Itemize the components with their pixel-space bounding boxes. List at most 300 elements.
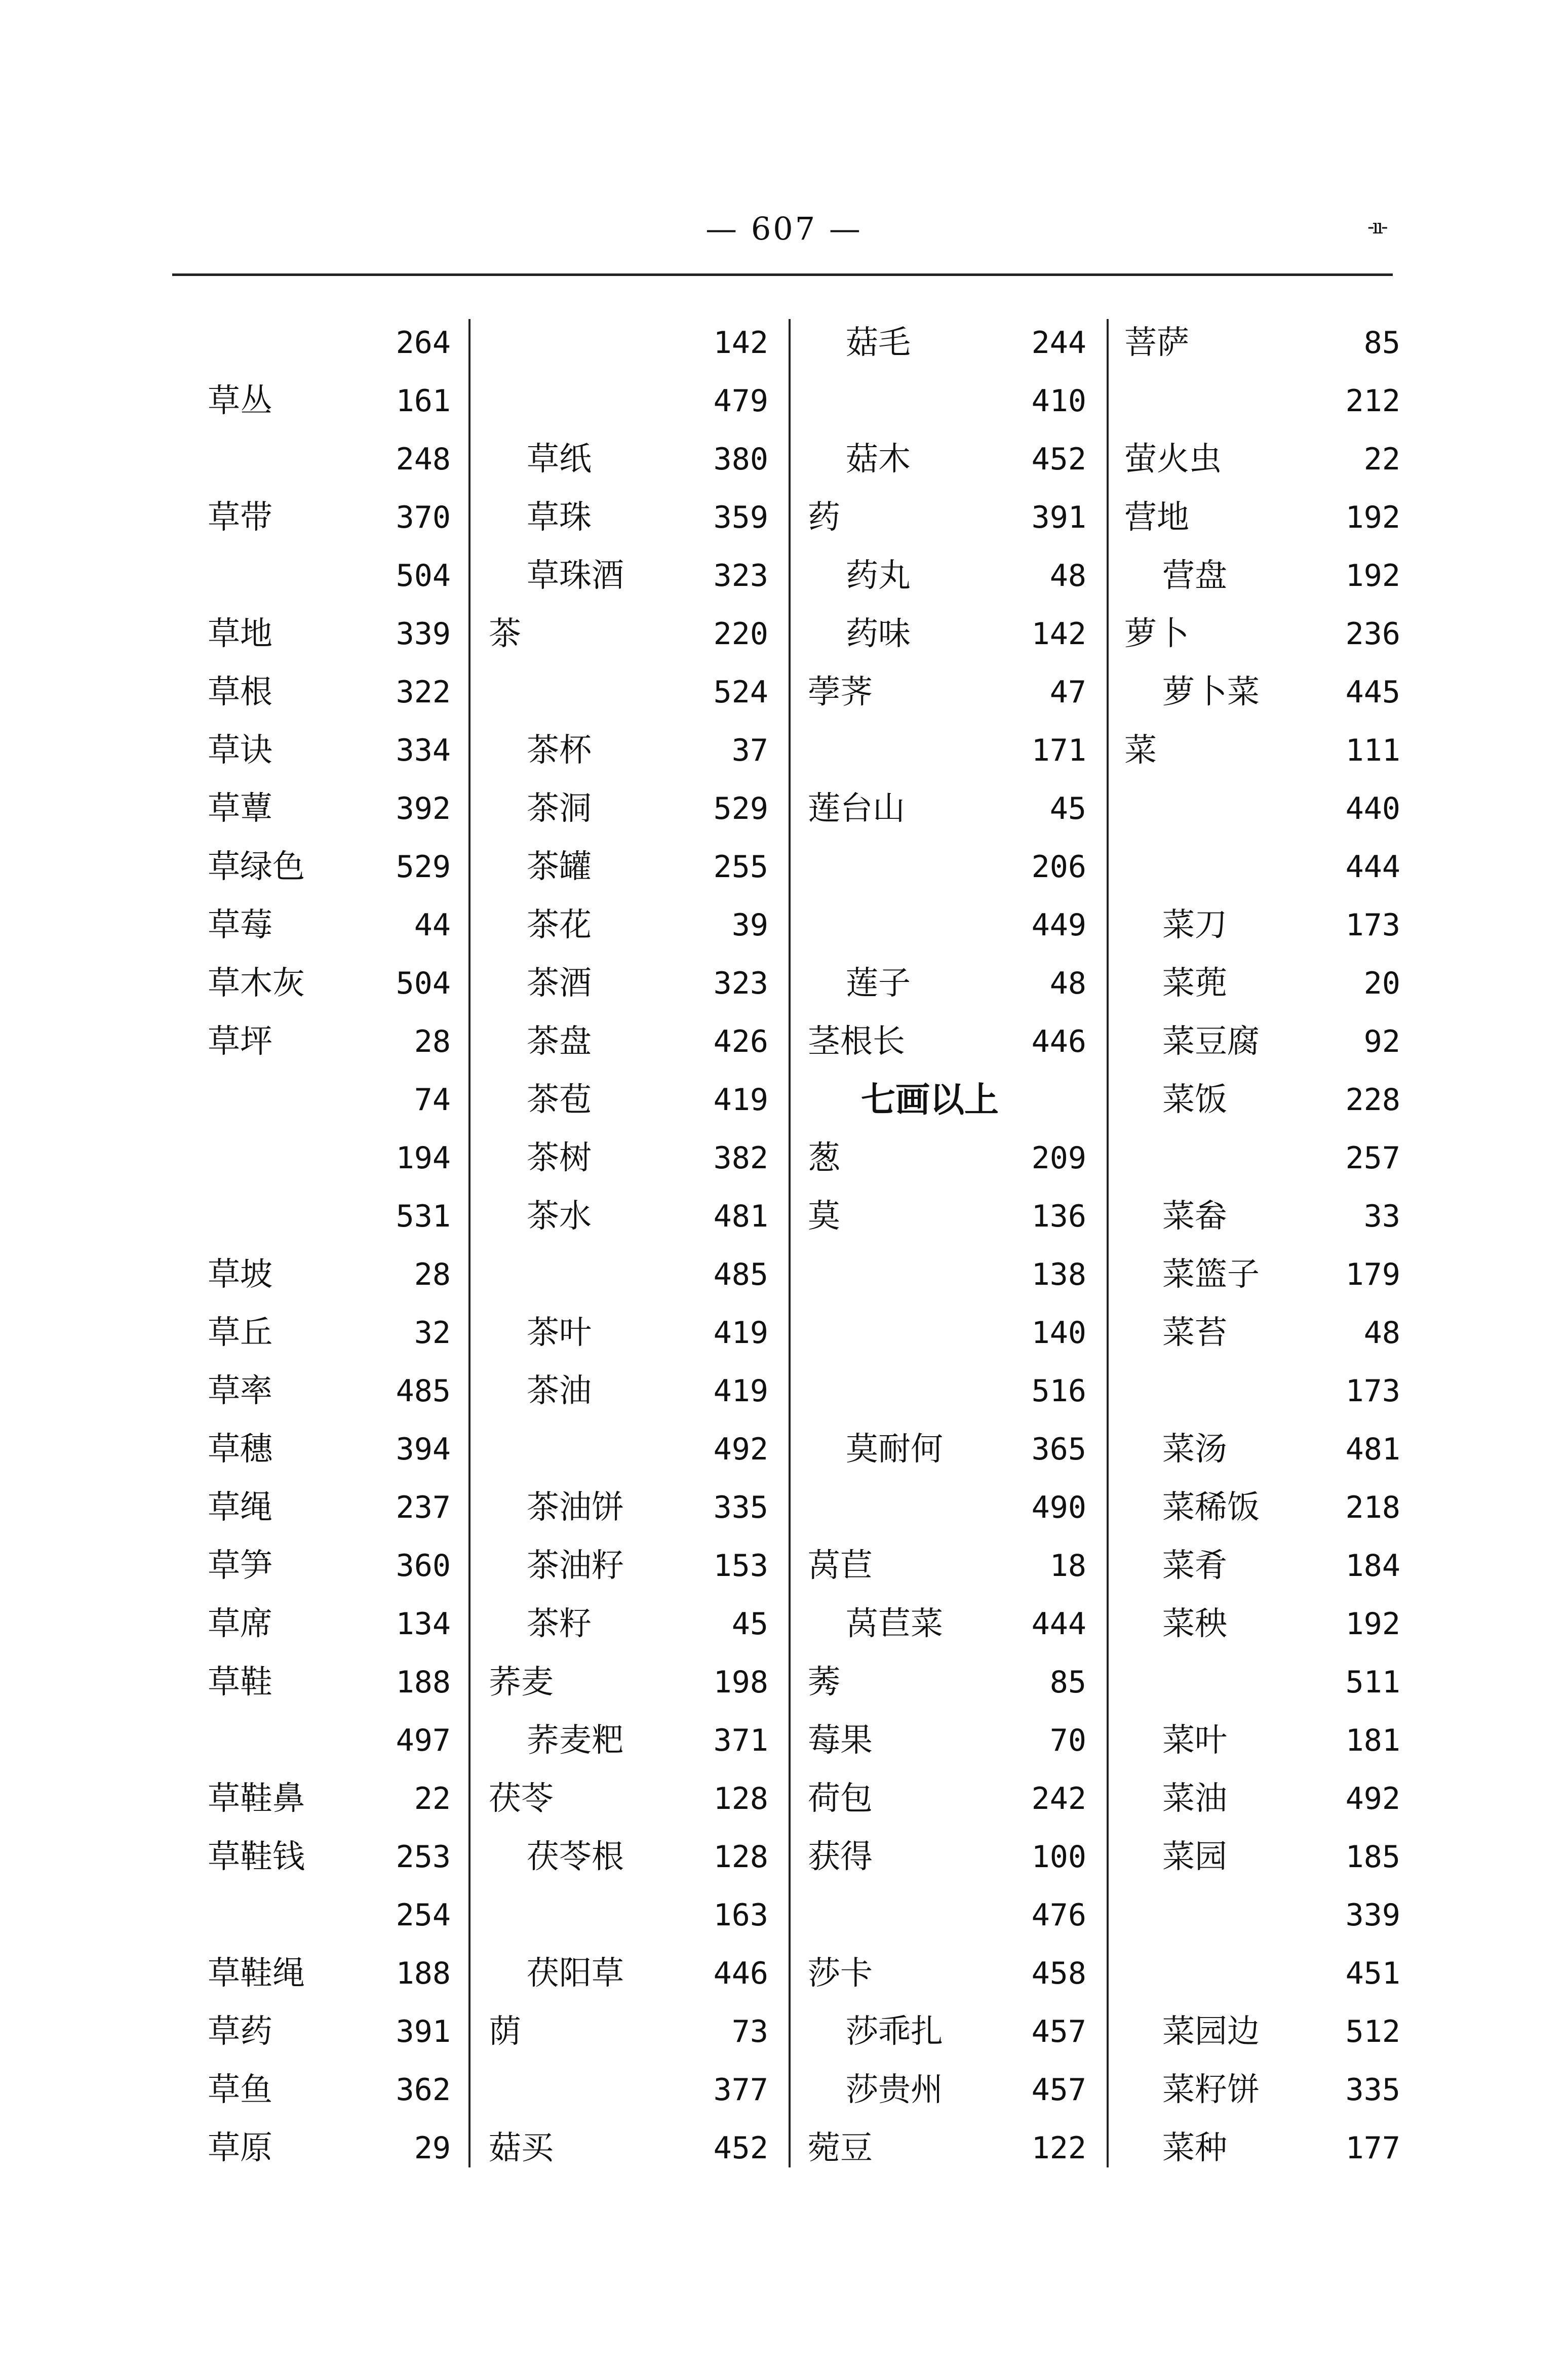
index-term: 草丘 (208, 1314, 272, 1352)
index-entry (1124, 1129, 1400, 1188)
index-column-4 (1124, 314, 1400, 2183)
index-entry (1124, 838, 1400, 896)
page-reference: 479 (713, 383, 768, 419)
page-reference: 73 (731, 2014, 768, 2049)
index-term: 营盘 (1162, 557, 1227, 595)
page-reference: 529 (713, 791, 768, 826)
index-term: 菀豆 (808, 2129, 873, 2167)
page-reference: 452 (1031, 442, 1086, 477)
page-reference: 531 (396, 1199, 451, 1234)
page-reference: 37 (731, 733, 768, 768)
index-term: 草药 (208, 2013, 272, 2050)
index-term: 莴苣菜 (846, 1605, 943, 1643)
index-term: 菜籽饼 (1162, 2071, 1260, 2109)
index-entry (208, 1653, 451, 1712)
index-term: 草坡 (208, 1256, 272, 1293)
index-entry (208, 547, 451, 605)
index-term: 草鞋绳 (208, 1955, 305, 1992)
index-entry (208, 1246, 451, 1304)
index-term: 荫 (489, 2013, 521, 2050)
index-entry (489, 2003, 768, 2061)
page-reference: 377 (713, 2072, 768, 2108)
index-entry (1124, 1770, 1400, 1828)
page-reference: 212 (1345, 383, 1400, 419)
index-entry (489, 372, 768, 430)
index-term: 荞麦 (489, 1664, 554, 1701)
index-term: 草诀 (208, 732, 272, 769)
index-term: 莫耐何 (846, 1431, 943, 1468)
index-entry (808, 2119, 1086, 2178)
index-term: 茶花 (527, 906, 592, 944)
page-reference: 22 (1363, 442, 1400, 477)
page-reference: 142 (1031, 616, 1086, 652)
index-term: 茶盘 (527, 1023, 592, 1060)
index-entry (489, 1188, 768, 1246)
index-term: 药丸 (846, 557, 911, 595)
index-term: 草地 (208, 615, 272, 653)
page-reference: 198 (713, 1665, 768, 1700)
page-reference: 516 (1031, 1373, 1086, 1409)
index-term: 茶苞 (527, 1081, 592, 1119)
page-reference: 194 (396, 1140, 451, 1176)
page-reference: 171 (1031, 733, 1086, 768)
index-entry (1124, 2119, 1400, 2178)
page-reference: 410 (1031, 383, 1086, 419)
index-term: 草珠 (527, 499, 592, 536)
index-entry (489, 1595, 768, 1653)
index-column-1 (208, 314, 451, 2183)
index-entry (808, 2003, 1086, 2061)
index-entry (1124, 1945, 1400, 2003)
page-reference: 446 (713, 1956, 768, 1991)
index-term: 菜畚 (1162, 1198, 1227, 1235)
index-entry (1124, 2061, 1400, 2119)
page-reference: 136 (1031, 1199, 1086, 1234)
index-term: 菜苔 (1162, 1314, 1227, 1352)
index-entry (1124, 1188, 1400, 1246)
index-term: 草率 (208, 1372, 272, 1410)
page-reference: 458 (1031, 1956, 1086, 1991)
index-term: 荸荠 (808, 674, 873, 711)
page-reference: 138 (1031, 1257, 1086, 1292)
page-reference: 322 (396, 675, 451, 710)
page-reference: 244 (1031, 325, 1086, 361)
index-term: 草绳 (208, 1489, 272, 1526)
index-entry (1124, 1362, 1400, 1420)
page-reference: 485 (396, 1373, 451, 1409)
page-reference: 529 (396, 849, 451, 885)
page-number: — 607 — (705, 210, 863, 247)
index-entry (1124, 372, 1400, 430)
page-reference: 419 (713, 1315, 768, 1351)
page-reference: 236 (1345, 616, 1400, 652)
index-entry (1124, 605, 1400, 663)
index-entry (489, 722, 768, 780)
index-term: 草绿色 (208, 848, 305, 886)
index-term: 菜蔸 (1162, 965, 1227, 1002)
index-entry (808, 314, 1086, 372)
page-reference: 153 (713, 1548, 768, 1584)
index-entry (808, 1945, 1086, 2003)
index-entry (1124, 2003, 1400, 2061)
index-entry (489, 1420, 768, 1479)
index-term: 草根 (208, 674, 272, 711)
index-entry (1124, 1595, 1400, 1653)
index-entry (208, 1420, 451, 1479)
index-entry (808, 1362, 1086, 1420)
index-term: 营地 (1124, 499, 1189, 536)
index-entry (489, 1013, 768, 1071)
index-entry (489, 838, 768, 896)
page-reference: 45 (1049, 791, 1086, 826)
index-term: 茶杯 (527, 732, 592, 769)
index-entry (208, 314, 451, 372)
page-reference: 206 (1031, 849, 1086, 885)
index-entry (1124, 1246, 1400, 1304)
index-entry (808, 896, 1086, 955)
page-reference: 163 (713, 1898, 768, 1933)
index-entry (1124, 780, 1400, 838)
page-reference: 228 (1345, 1082, 1400, 1118)
page-reference: 100 (1031, 1839, 1086, 1875)
page-reference: 511 (1345, 1665, 1400, 1700)
page-reference: 365 (1031, 1432, 1086, 1467)
page-reference: 192 (1345, 558, 1400, 594)
index-term: 菜肴 (1162, 1547, 1227, 1585)
index-entry (808, 1013, 1086, 1071)
index-term: 草纸 (527, 441, 592, 478)
index-entry (489, 1653, 768, 1712)
index-entry (808, 722, 1086, 780)
index-entry (808, 1479, 1086, 1537)
index-entry (489, 955, 768, 1013)
index-term: 七画以上 (861, 1080, 999, 1120)
index-entry (489, 489, 768, 547)
index-entry (808, 372, 1086, 430)
index-entry (489, 1770, 768, 1828)
index-entry (489, 1129, 768, 1188)
index-term: 菜叶 (1162, 1722, 1227, 1759)
index-term: 菩萨 (1124, 324, 1189, 362)
page-reference: 33 (1363, 1199, 1400, 1234)
index-entry (1124, 430, 1400, 489)
index-entry (808, 663, 1086, 722)
index-term: 茶油籽 (527, 1547, 624, 1585)
index-term: 莓果 (808, 1722, 873, 1759)
page-reference: 161 (396, 383, 451, 419)
index-entry (208, 955, 451, 1013)
index-entry (1124, 1712, 1400, 1770)
index-entry (208, 1479, 451, 1537)
index-term: 萝卜 (1124, 615, 1189, 653)
page-reference: 481 (1345, 1432, 1400, 1467)
index-term: 菜豆腐 (1162, 1023, 1260, 1060)
page-reference: 48 (1049, 966, 1086, 1001)
page-reference: 359 (713, 500, 768, 535)
index-entry (1124, 1537, 1400, 1595)
index-column-3 (808, 314, 1086, 2183)
index-term: 菜秧 (1162, 1605, 1227, 1643)
index-entry (808, 430, 1086, 489)
index-entry (1124, 1828, 1400, 1886)
index-term: 茎根长 (808, 1023, 905, 1060)
page-reference: 122 (1031, 2130, 1086, 2166)
page-reference: 394 (396, 1432, 451, 1467)
index-entry (208, 838, 451, 896)
index-term: 草鞋 (208, 1664, 272, 1701)
index-term: 药 (808, 499, 840, 536)
page-reference: 419 (713, 1373, 768, 1409)
index-term: 菇毛 (846, 324, 911, 362)
index-term: 草鱼 (208, 2071, 272, 2109)
index-entry (808, 1537, 1086, 1595)
page-reference: 419 (713, 1082, 768, 1118)
index-term: 莎乖扎 (846, 2013, 943, 2050)
index-entry (208, 722, 451, 780)
page-reference: 128 (713, 1781, 768, 1816)
index-entry (208, 1595, 451, 1653)
index-entry (1124, 722, 1400, 780)
page-reference: 142 (713, 325, 768, 361)
corner-mark: -ıı- (1367, 215, 1386, 239)
page-reference: 192 (1345, 1606, 1400, 1642)
index-term: 茯苓 (489, 1780, 554, 1818)
index-term: 菜园边 (1162, 2013, 1260, 2050)
page-reference: 323 (713, 558, 768, 594)
page-reference: 497 (396, 1723, 451, 1758)
page-reference: 254 (396, 1898, 451, 1933)
page-reference: 18 (1049, 1548, 1086, 1584)
index-entry (1124, 1304, 1400, 1362)
index-term: 茶 (489, 615, 521, 653)
index-entry (808, 1770, 1086, 1828)
page-reference: 32 (414, 1315, 451, 1351)
index-term: 菜稀饭 (1162, 1489, 1260, 1526)
index-term: 草丛 (208, 382, 272, 420)
page-reference: 29 (414, 2130, 451, 2166)
page-reference: 485 (713, 1257, 768, 1292)
index-term: 茶洞 (527, 790, 592, 827)
page-reference: 70 (1049, 1723, 1086, 1758)
index-entry (208, 2003, 451, 2061)
page-reference: 476 (1031, 1898, 1086, 1933)
index-entry (808, 2061, 1086, 2119)
page-reference: 440 (1345, 791, 1400, 826)
index-entry (808, 1304, 1086, 1362)
index-term: 草莓 (208, 906, 272, 944)
index-term: 萝卜菜 (1162, 674, 1260, 711)
index-term: 莎贵州 (846, 2071, 943, 2109)
index-entry (208, 896, 451, 955)
page-reference: 28 (414, 1024, 451, 1059)
index-entry (208, 2061, 451, 2119)
index-entry (1124, 955, 1400, 1013)
index-entry (489, 547, 768, 605)
index-term: 获得 (808, 1838, 873, 1876)
index-term: 莠 (808, 1664, 840, 1701)
index-term: 茶树 (527, 1139, 592, 1177)
index-term: 萤火虫 (1124, 441, 1222, 478)
index-term: 莫 (808, 1198, 840, 1235)
page-reference: 184 (1345, 1548, 1400, 1584)
index-term: 菜油 (1162, 1780, 1227, 1818)
page-reference: 392 (396, 791, 451, 826)
page-reference: 177 (1345, 2130, 1400, 2166)
page-reference: 188 (396, 1956, 451, 1991)
index-term: 莲子 (846, 965, 911, 1002)
index-entry (808, 780, 1086, 838)
page-reference: 451 (1345, 1956, 1400, 1991)
index-entry (489, 780, 768, 838)
page-reference: 391 (396, 2014, 451, 2049)
index-term: 葱 (808, 1139, 840, 1177)
page-reference: 192 (1345, 500, 1400, 535)
index-entry (489, 430, 768, 489)
index-entry (489, 1886, 768, 1945)
index-entry (489, 1362, 768, 1420)
index-entry (208, 1362, 451, 1420)
index-entry (489, 2061, 768, 2119)
page-reference: 48 (1363, 1315, 1400, 1351)
index-term: 茶水 (527, 1198, 592, 1235)
index-entry (489, 1071, 768, 1129)
index-entry (1124, 547, 1400, 605)
index-term: 草蕈 (208, 790, 272, 827)
page-reference: 74 (414, 1082, 451, 1118)
index-entry (1124, 663, 1400, 722)
page-reference: 173 (1345, 907, 1400, 943)
page-reference: 85 (1049, 1665, 1086, 1700)
index-term: 茯苓根 (527, 1838, 624, 1876)
page-reference: 426 (713, 1024, 768, 1059)
page-reference: 45 (731, 1606, 768, 1642)
index-entry (208, 605, 451, 663)
page-reference: 253 (396, 1839, 451, 1875)
page-reference: 457 (1031, 2072, 1086, 2108)
page-reference: 173 (1345, 1373, 1400, 1409)
index-term: 茯阳草 (527, 1955, 624, 1992)
page-reference: 362 (396, 2072, 451, 2108)
page-reference: 220 (713, 616, 768, 652)
page-reference: 323 (713, 966, 768, 1001)
index-term: 草木灰 (208, 965, 305, 1002)
index-term: 茶油饼 (527, 1489, 624, 1526)
index-term: 菜刀 (1162, 906, 1227, 944)
index-entry (208, 1712, 451, 1770)
page-reference: 185 (1345, 1839, 1400, 1875)
page-reference: 179 (1345, 1257, 1400, 1292)
page-reference: 242 (1031, 1781, 1086, 1816)
page-reference: 382 (713, 1140, 768, 1176)
page-reference: 47 (1049, 675, 1086, 710)
index-entry (208, 1129, 451, 1188)
index-entry (808, 605, 1086, 663)
page-reference: 492 (713, 1432, 768, 1467)
index-term: 菜园 (1162, 1838, 1227, 1876)
page-reference: 445 (1345, 675, 1400, 710)
index-entry (489, 896, 768, 955)
page-reference: 449 (1031, 907, 1086, 943)
page-reference: 39 (731, 907, 768, 943)
page-reference: 218 (1345, 1490, 1400, 1525)
page-reference: 444 (1345, 849, 1400, 885)
page-reference: 504 (396, 558, 451, 594)
index-term: 茶酒 (527, 965, 592, 1002)
index-entry (808, 1886, 1086, 1945)
index-entry (208, 372, 451, 430)
page-reference: 111 (1345, 733, 1400, 768)
index-entry (808, 838, 1086, 896)
index-entry (808, 1420, 1086, 1479)
page-reference: 255 (713, 849, 768, 885)
page-reference: 20 (1363, 966, 1400, 1001)
index-entry (808, 1188, 1086, 1246)
page-reference: 444 (1031, 1606, 1086, 1642)
index-entry (489, 1945, 768, 2003)
page-reference: 85 (1363, 325, 1400, 361)
index-term: 莲台山 (808, 790, 905, 827)
page-reference: 334 (396, 733, 451, 768)
index-entry (208, 1071, 451, 1129)
index-entry (208, 1013, 451, 1071)
page-reference: 44 (414, 907, 451, 943)
index-term: 菜篮子 (1162, 1256, 1260, 1293)
page-reference: 504 (396, 966, 451, 1001)
index-entry (808, 1129, 1086, 1188)
index-entry (489, 1304, 768, 1362)
page-reference: 370 (396, 500, 451, 535)
page-reference: 371 (713, 1723, 768, 1758)
index-term: 菇买 (489, 2129, 554, 2167)
index-entry (1124, 1013, 1400, 1071)
index-term: 菜 (1124, 732, 1157, 769)
page-reference: 209 (1031, 1140, 1086, 1176)
index-entry (489, 2119, 768, 2178)
page-reference: 264 (396, 325, 451, 361)
page-reference: 490 (1031, 1490, 1086, 1525)
page-reference: 339 (1345, 1898, 1400, 1933)
index-entry (808, 1246, 1086, 1304)
page-reference: 457 (1031, 2014, 1086, 2049)
index-entry (208, 489, 451, 547)
index-term: 草珠酒 (527, 557, 624, 595)
page-reference: 188 (396, 1665, 451, 1700)
index-term: 草原 (208, 2129, 272, 2167)
page-reference: 452 (713, 2130, 768, 2166)
index-entry (208, 430, 451, 489)
page-reference: 339 (396, 616, 451, 652)
column-divider (468, 319, 471, 2167)
index-entry (808, 547, 1086, 605)
index-term: 莎卡 (808, 1955, 873, 1992)
page-reference: 28 (414, 1257, 451, 1292)
column-divider (1107, 319, 1109, 2167)
page-reference: 446 (1031, 1024, 1086, 1059)
index-entry (489, 1828, 768, 1886)
index-term: 莴苣 (808, 1547, 873, 1585)
index-entry (808, 1653, 1086, 1712)
index-entry (208, 1770, 451, 1828)
index-term: 草穗 (208, 1431, 272, 1468)
page-reference: 512 (1345, 2014, 1400, 2049)
index-term: 草笋 (208, 1547, 272, 1585)
index-entry (208, 1188, 451, 1246)
index-entry (208, 1304, 451, 1362)
index-entry (489, 1712, 768, 1770)
index-entry (1124, 1479, 1400, 1537)
index-term: 草鞋钱 (208, 1838, 305, 1876)
page-reference: 181 (1345, 1723, 1400, 1758)
